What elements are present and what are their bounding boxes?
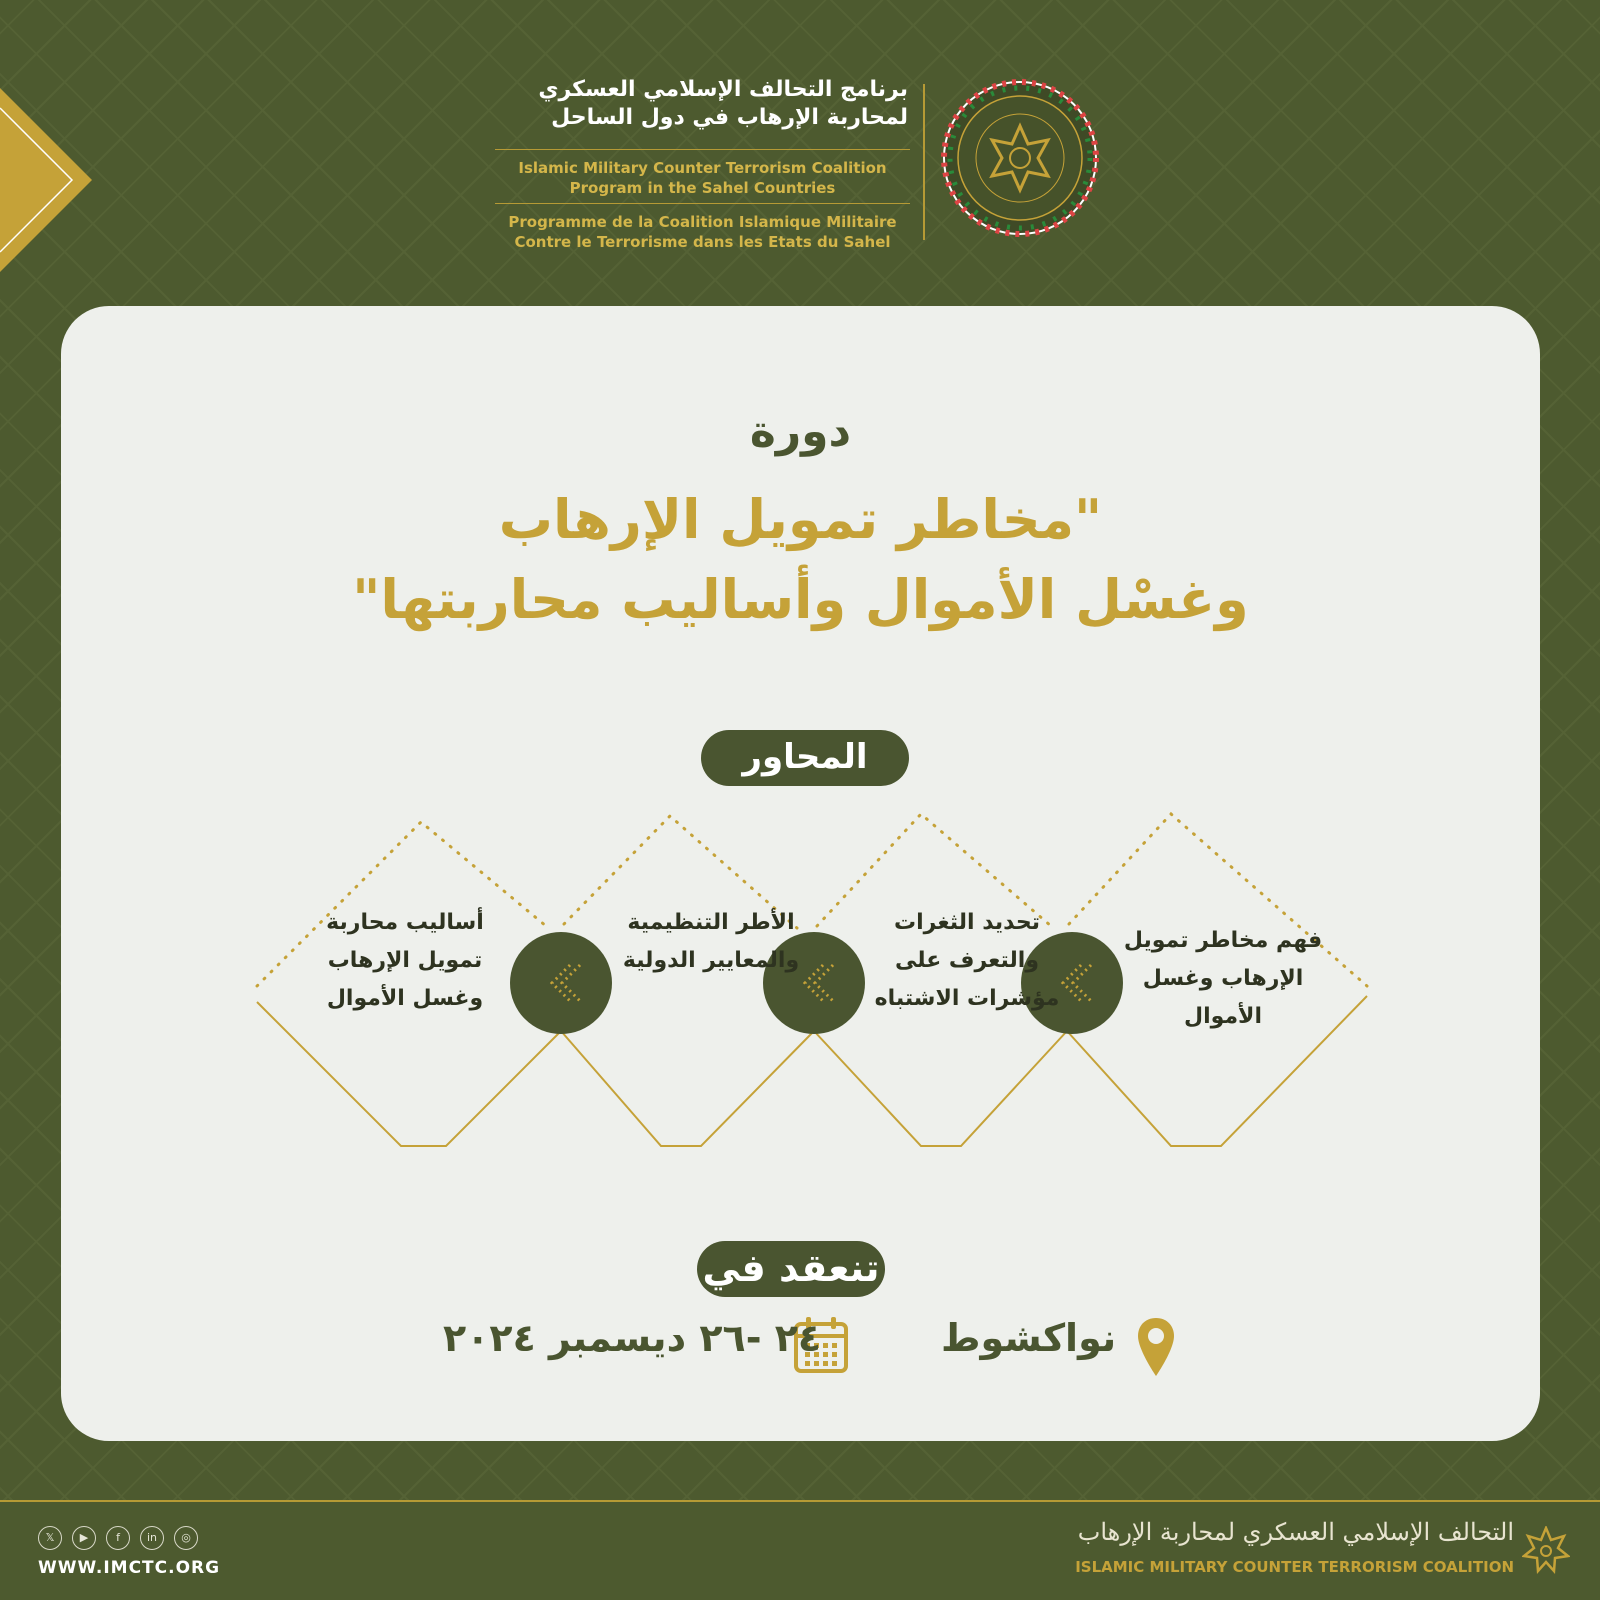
axis-item-2: تحديد الثغرات والتعرف على مؤشرات الاشتباه (874, 910, 1060, 1011)
coalition-name-english: ISLAMIC MILITARY COUNTER TERRORISM COALITION (1075, 1558, 1514, 1576)
held-in-badge: تنعقد في (697, 1241, 885, 1297)
program-title-french: Programme de la Coalition Islamique Militaire Contre le Terrorisme dans les Etats du Sahel (508, 213, 897, 251)
coalition-star-logo-icon (1522, 1526, 1570, 1574)
program-title-english: Islamic Military Counter Terrorism Coalition Program in the Sahel Countries (518, 159, 887, 197)
facebook-icon[interactable]: f (106, 1526, 130, 1550)
social-links (38, 1526, 198, 1550)
course-card (61, 306, 1540, 1441)
footer (0, 1502, 1600, 1600)
course-title-line2: وغسْل الأموال وأساليب محاربتها" (352, 568, 1249, 631)
location-pin-icon (1136, 1316, 1176, 1380)
event-city: نواكشوط (941, 1316, 1117, 1360)
header-divider (495, 149, 910, 150)
program-title-arabic-line1: برنامج التحالف الإسلامي العسكري (538, 77, 908, 102)
course-title-line1: "مخاطر تمويل الإرهاب (498, 488, 1103, 551)
header-divider (495, 203, 910, 204)
instagram-icon[interactable]: ◎ (174, 1526, 198, 1550)
program-header (495, 72, 1115, 252)
header-vertical-divider (923, 84, 925, 240)
x-icon[interactable]: 𝕏 (38, 1526, 62, 1550)
coalition-emblem-icon (940, 78, 1100, 238)
corner-triangle-decoration (0, 88, 92, 272)
program-title-arabic-line2: لمحاربة الإرهاب في دول الساحل (551, 105, 908, 130)
youtube-icon[interactable]: ▶ (72, 1526, 96, 1550)
axis-item-1: فهم مخاطر تمويل الإرهاب وغسل الأموال (1123, 928, 1323, 1029)
website-link[interactable]: WWW.IMCTC.ORG (38, 1558, 221, 1578)
linkedin-icon[interactable]: in (140, 1526, 164, 1550)
axes-heading-badge: المحاور (701, 730, 909, 786)
program-title-arabic (488, 76, 908, 132)
coalition-name-arabic: التحالف الإسلامي العسكري لمحاربة الإرهاب (1077, 1518, 1514, 1546)
course-label: دورة (749, 406, 852, 457)
axis-item-4: أساليب محاربة تمويل الإرهاب وغسل الأموال (326, 910, 484, 1011)
axis-item-3: الأطر التنظيمية والمعايير الدولية (622, 910, 800, 973)
event-date: ٢٤ -٢٦ ديسمبر ٢٠٢٤ (443, 1316, 822, 1360)
axis-circle-3 (510, 932, 612, 1034)
